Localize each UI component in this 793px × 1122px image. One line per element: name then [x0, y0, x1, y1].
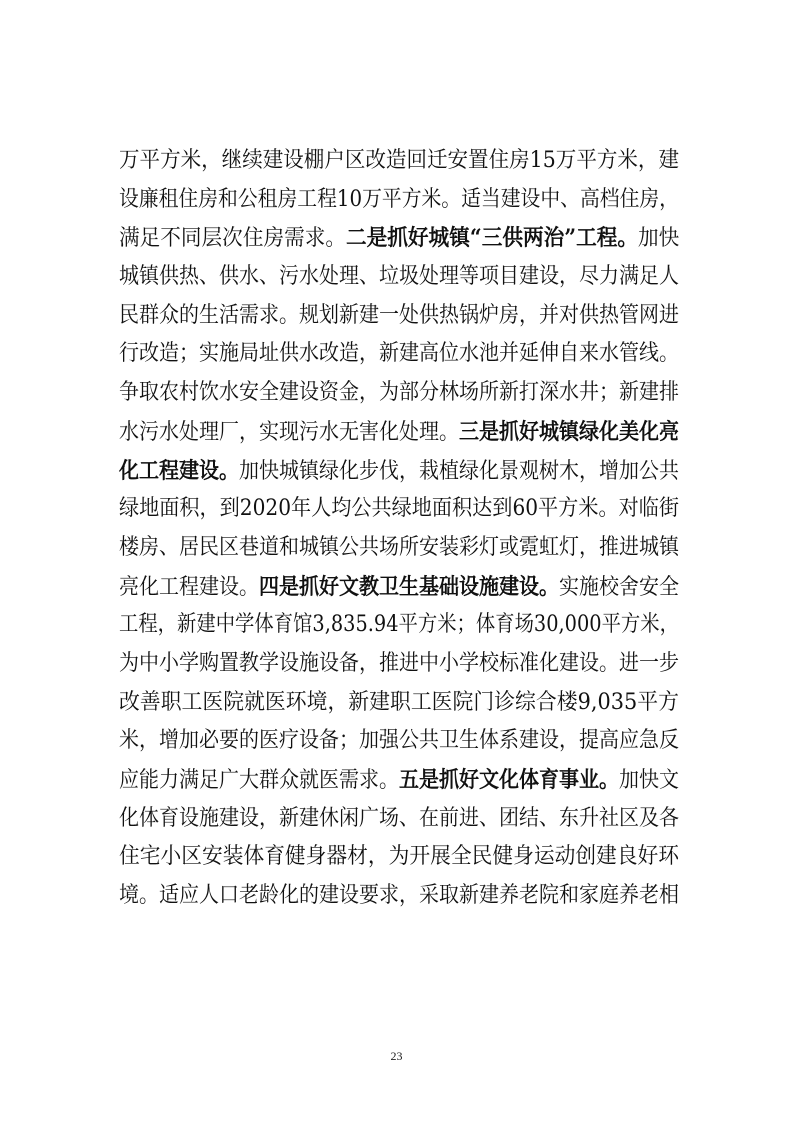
text-line	[119, 181, 679, 220]
text-segment: 楼房、居民区巷道和城镇公共场所安装彩灯或霓虹灯，推进城镇	[119, 534, 680, 560]
text-line	[119, 877, 680, 916]
text-segment: 加快城镇绿化步伐，栽植绿化景观树木，增加公共	[239, 458, 680, 484]
bold-text-segment: 化工程建设。	[119, 457, 240, 484]
bold-text-segment: 三是抓好城镇绿化美化亮	[459, 418, 680, 445]
bold-text-segment: 四是抓好文教卫生基础设施建设。	[259, 573, 560, 600]
text-segment: 住宅小区安装体育健身器材，为开展全民健身运动创建良好环	[119, 844, 680, 870]
text-segment: 加快	[638, 226, 680, 252]
text-line	[119, 374, 680, 413]
text-line	[119, 413, 680, 452]
text-line	[119, 142, 679, 181]
text-segment: 亮化工程建设。	[119, 574, 260, 600]
text-line	[119, 335, 680, 374]
text-segment: 绿地面积，到2020年人均公共绿地面积达到60平方米。对临街	[119, 496, 679, 522]
text-line	[119, 800, 680, 839]
page-number: 23	[390, 1049, 403, 1063]
text-segment: 化体育设施建设，新建休闲广场、在前进、团结、东升社区及各	[119, 805, 680, 831]
text-line	[119, 606, 679, 645]
text-line	[119, 568, 680, 607]
text-line	[119, 684, 679, 723]
text-line	[119, 645, 680, 684]
text-line	[119, 722, 680, 761]
text-segment: 万平方米，继续建设棚户区改造回迁安置住房15万平方米，建	[119, 148, 679, 173]
text-line	[119, 529, 680, 568]
text-segment: 争取农村饮水安全建设资金，为部分林场所新打深水井；新建排	[119, 380, 680, 406]
text-segment: 改善职工医院就医环境，新建职工医院门诊综合楼9,035平方	[119, 689, 679, 715]
text-line	[119, 297, 680, 336]
text-segment: 城镇供热、供水、污水处理、垃圾处理等项目建设，尽力满足人	[119, 264, 680, 290]
text-line	[119, 219, 680, 258]
text-line	[119, 452, 680, 491]
text-segment: 设廉租住房和公租房工程10万平方米。适当建设中、高档住房，	[119, 186, 679, 212]
text-segment: 加快文	[619, 768, 680, 793]
text-segment: 水污水处理厂，实现污水无害化处理。	[119, 419, 460, 445]
text-segment: 行改造；实施局址供水改造，新建高位水池并延伸自来水管线。	[119, 341, 680, 367]
text-segment: 工程，新建中学体育馆3,835.94平方米；体育场30,000平方米，	[119, 612, 679, 638]
bold-text-segment: 二是抓好城镇“三供两治”工程。	[346, 225, 639, 252]
text-line	[119, 490, 679, 529]
text-line	[119, 838, 680, 877]
text-segment: 应能力满足广大群众就医需求。	[119, 768, 400, 793]
bold-text-segment: 五是抓好文化体育事业。	[399, 767, 620, 793]
text-segment: 满足不同层次住房需求。	[119, 226, 347, 252]
text-segment: 民群众的生活需求。规划新建一处供热锅炉房，并对供热管网进	[119, 302, 680, 328]
body-text	[119, 142, 679, 916]
text-line	[119, 258, 680, 297]
text-segment: 米，增加必要的医疗设备；加强公共卫生体系建设，提高应急反	[119, 728, 680, 754]
text-segment: 为中小学购置教学设施设备，推进中小学校标准化建设。进一步	[119, 650, 680, 676]
text-line	[119, 761, 680, 800]
text-segment: 实施校舍安全	[559, 574, 680, 600]
text-segment: 境。适应人口老龄化的建设要求，采取新建养老院和家庭养老相	[119, 883, 680, 909]
